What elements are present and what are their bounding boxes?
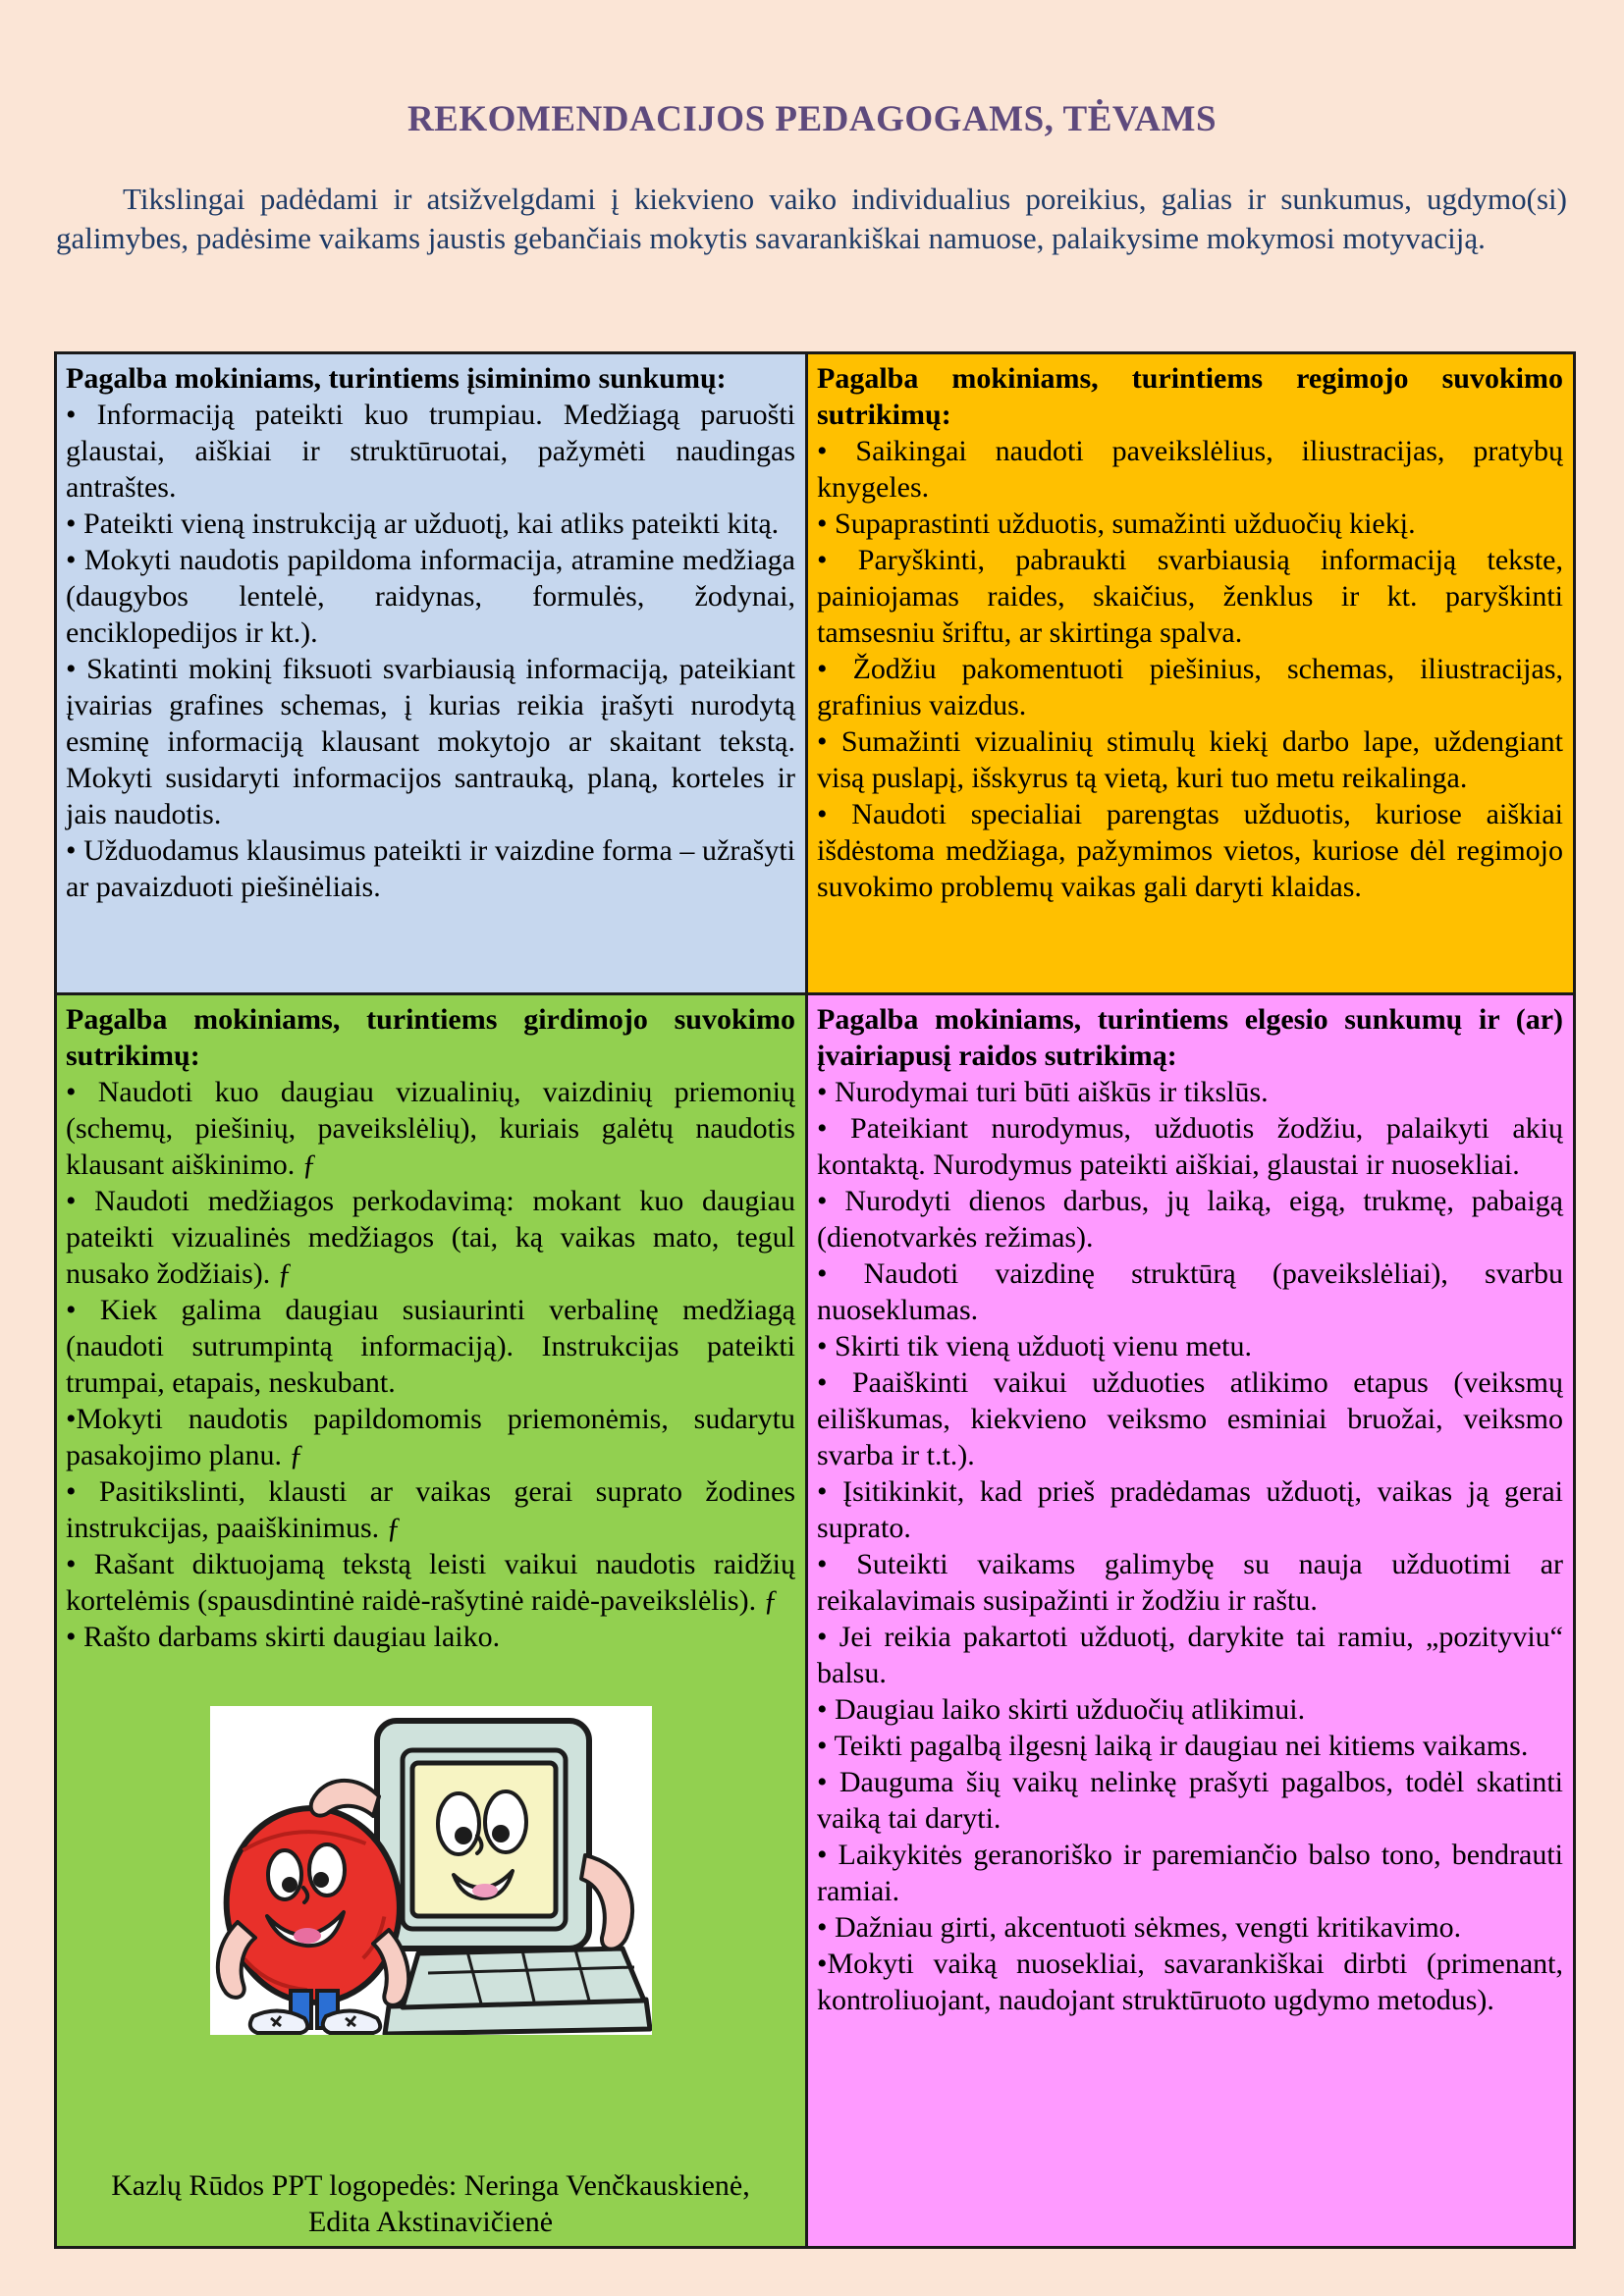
cell-visual-bullets xyxy=(817,433,1563,905)
cell-memory-title: Pagalba mokiniams, turintiems įsiminimo sunkumų: xyxy=(66,362,727,395)
list-item: •Mokyti vaiką nuosekliai, savarankiškai dirbti (primenant, kontroliuojant, naudojant struktūruoto ugdymo metodus). xyxy=(817,1948,1563,2016)
list-item: • Įsitikinkit, kad prieš pradėdamas užduotį, vaikas ją gerai suprato. xyxy=(817,1475,1563,1544)
list-item: Kazlų Rūdos PPT logopedės: Neringa Venčkauskienė, xyxy=(111,2169,750,2202)
list-item: • Daugiau laiko skirti užduočių atlikimui. xyxy=(817,1693,1306,1726)
page-title: REKOMENDACIJOS PEDAGOGAMS, TĖVAMS xyxy=(406,99,1218,139)
list-item: • Užduodamus klausimus pateikti ir vaizdine forma – užrašyti ar pavaizduoti piešinėliais. xyxy=(66,834,795,903)
cell-memory-bullets xyxy=(66,397,795,905)
recommendations-table xyxy=(54,351,1576,2249)
list-item: • Saikingai naudoti paveikslėlius, iliustracijas, pratybų knygeles. xyxy=(817,435,1563,504)
list-item: • Naudoti medžiagos perkodavimą: mokant kuo daugiau pateikti vizualinės medžiagos (tai, ką vaikas mato, tegul nusako žodžiais). ƒ xyxy=(66,1185,795,1290)
list-item: • Laikykitės geranoriško ir paremiančio balso tono, bendrauti ramiai. xyxy=(817,1839,1563,1907)
credits xyxy=(66,2167,795,2240)
list-item: • Paryškinti, pabraukti svarbiausią informaciją tekste, painiojamas raides, skaičius, ženklus ir kt. paryškinti tamsesniu šriftu, ar skirtinga spalva. xyxy=(817,544,1563,649)
cell-memory-difficulties xyxy=(57,354,805,992)
list-item: • Pateikiant nurodymus, užduotis žodžiu, palaikyti akių kontaktą. Nurodymus pateikti aiškiai, glaustai ir nuosekliai. xyxy=(817,1112,1563,1181)
list-item: • Mokyti naudotis papildoma informacija, atramine medžiaga (daugybos lentelė, raidynas, formulės, žodynai, enciklopedijos ir kt.). xyxy=(66,544,795,649)
list-item: • Suteikti vaikams galimybę su nauja užduotimi ar reikalavimais susipažinti ir žodžiu ir raštu. xyxy=(817,1548,1563,1617)
computer-and-disc-mascot-illustration xyxy=(210,1706,652,2035)
list-item: • Sumažinti vizualinių stimulų kiekį darbo lape, uždengiant visą puslapį, išskyrus tą vietą, kuri tuo metu reikalinga. xyxy=(817,725,1563,794)
list-item: • Jei reikia pakartoti užduotį, darykite tai ramiu, „pozityviu“ balsu. xyxy=(817,1621,1563,1689)
list-item: • Naudoti specialiai parengtas užduotis, kuriose aiškiai išdėstoma medžiaga, pažymimos vietos, kuriose dėl regimojo suvokimo problemų vaikas gali daryti klaidas. xyxy=(817,798,1563,903)
cell-visual-title: Pagalba mokiniams, turintiems regimojo suvokimo sutrikimų: xyxy=(817,362,1563,431)
list-item: • Paaiškinti vaikui užduoties atlikimo etapus (veiksmų eiliškumas, kiekvieno veiksmo esminiai bruožai, veiksmo svarba ir t.t.). xyxy=(817,1366,1563,1471)
list-item: • Nurodymai turi būti aiškūs ir tikslūs. xyxy=(817,1076,1269,1108)
cell-auditory-title: Pagalba mokiniams, turintiems girdimojo suvokimo sutrikimų: xyxy=(66,1003,795,1072)
list-item: • Nurodyti dienos darbus, jų laiką, eigą, trukmę, pabaigą (dienotvarkės režimas). xyxy=(817,1185,1563,1254)
list-item: • Naudoti kuo daugiau vizualinių, vaizdinių priemonių (schemų, piešinių, paveikslėlių), kuriais galėtų naudotis klausant aiškinimo. ƒ xyxy=(66,1076,795,1181)
list-item: • Skatinti mokinį fiksuoti svarbiausią informaciją, pateikiant įvairias grafines schemas, į kurias reikia įrašyti nurodytą esminę informaciją klausant mokytojo ar skaitant tekstą. Mokyti susidaryti informacijos santrauką, planą, korteles ir jais naudotis. xyxy=(66,653,795,830)
list-item: • Rašant diktuojamą tekstą leisti vaikui naudotis raidžių kortelėmis (spausdintinė raidė-rašytinė raidė-paveikslėlis). ƒ xyxy=(66,1548,795,1617)
list-item: • Informaciją pateikti kuo trumpiau. Medžiagą paruošti glaustai, aiškiai ir struktūruotai, pažymėti naudingas antraštes. xyxy=(66,399,795,504)
list-item: • Dauguma šių vaikų nelinkę prašyti pagalbos, todėl skatinti vaiką tai daryti. xyxy=(817,1766,1563,1835)
cell-auditory-perception xyxy=(57,995,805,2246)
list-item: • Pasitikslinti, klausti ar vaikas gerai suprato žodines instrukcijas, paaiškinimus. ƒ xyxy=(66,1475,795,1544)
list-item: •Mokyti naudotis papildomomis priemonėmis, sudarytu pasakojimo planu. ƒ xyxy=(66,1403,795,1471)
list-item: • Naudoti vaizdinę struktūrą (paveikslėliai), svarbu nuoseklumas. xyxy=(817,1257,1563,1326)
cell-auditory-bullets xyxy=(66,1074,795,1655)
list-item: Edita Akstinavičienė xyxy=(307,2206,554,2238)
intro-paragraph: Tikslingai padėdami ir atsižvelgdami į kiekvieno vaiko individualius poreikius, galias ir sunkumus, ugdymo(si) galimybes, padėsime vaikams jaustis gebančiais mokytis savarankiškai namuose, palaikysime mokymosi motyvaciją. xyxy=(56,182,1567,255)
list-item: • Žodžiu pakomentuoti piešinius, schemas, iliustracijas, grafinius vaizdus. xyxy=(817,653,1563,721)
cell-visual-perception xyxy=(808,354,1573,992)
list-item: • Skirti tik vieną užduotį vienu metu. xyxy=(817,1330,1252,1362)
mascot-svg xyxy=(210,1706,652,2035)
list-item: • Kiek galima daugiau susiaurinti verbalinę medžiagą (naudoti sutrumpintą informaciją). Instrukcijas pateikti trumpai, etapais, neskubant. xyxy=(66,1294,795,1399)
cell-behavior-difficulties xyxy=(808,995,1573,2246)
cell-behavior-title: Pagalba mokiniams, turintiems elgesio sunkumų ir (ar) įvairiapusį raidos sutrikimą: xyxy=(817,1003,1563,1072)
list-item: • Rašto darbams skirti daugiau laiko. xyxy=(66,1621,501,1653)
list-item: • Dažniau girti, akcentuoti sėkmes, vengti kritikavimo. xyxy=(817,1911,1462,1944)
cell-behavior-bullets xyxy=(817,1074,1563,2018)
list-item: • Teikti pagalbą ilgesnį laiką ir daugiau nei kitiems vaikams. xyxy=(817,1730,1529,1762)
list-item: • Supaprastinti užduotis, sumažinti užduočių kiekį. xyxy=(817,507,1416,540)
list-item: • Pateikti vieną instrukciją ar užduotį, kai atliks pateikti kitą. xyxy=(66,507,780,540)
